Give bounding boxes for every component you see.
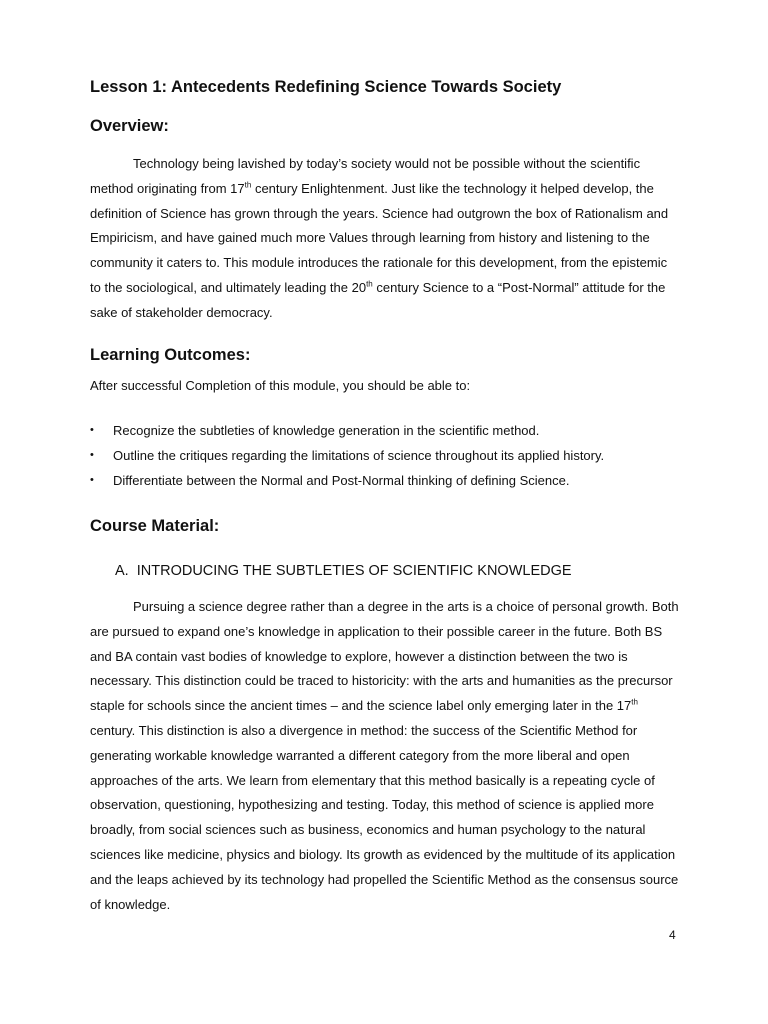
overview-paragraph [90,152,680,326]
bullet-icon: • [90,449,94,461]
bullet-icon: • [90,424,94,436]
page-number: 4 [669,928,676,942]
overview-text-part-1: Technology being lavished by today’s society would not be possible without the scientific method originating from 17 [90,156,641,196]
overview-heading: Overview: [90,117,169,135]
list-item-text: Recognize the subtleties of knowledge generation in the scientific method. [113,423,540,438]
list-item [90,468,604,493]
overview-superscript-2: th [366,279,373,289]
course-material-heading: Course Material: [90,517,220,535]
overview-superscript-1: th [244,180,252,190]
section-a-heading: A. INTRODUCING THE SUBTLETIES OF SCIENTIFIC KNOWLEDGE [115,563,572,579]
course-material-paragraph [90,595,680,917]
course-superscript-1: th [631,697,638,707]
overview-text-part-2: century Enlightenment. Just like the technology it helped develop, the definition of Science has grown through the years. Science had outgrown the box of Rationalism and Empiricism, and have gained much more Values through learning from history and listening to the community it caters to. This module introduces the rationale for this development, from the epistemic to the sociological, and ultimately leading the 20 [90,180,669,295]
learning-outcomes-intro: After successful Completion of this module, you should be able to: [90,378,471,393]
bullet-icon: • [90,474,94,486]
course-text-part-1: Pursuing a science degree rather than a degree in the arts is a choice of personal growth. Both are pursued to expand one’s knowledge in application to their possible career in the future. Both BS and BA contain vast bodies of knowledge to explore, however a distinction between the two is necessary. This distinction could be traced to historicity: with the arts and humanities as the precursor staple for schools since the ancient times – and the science label only emerging later in the 17 [90,599,679,714]
list-item [90,418,604,443]
lesson-title: Lesson 1: Antecedents Redefining Science Towards Society [90,78,562,96]
course-text-part-2: century. This distinction is also a divergence in method: the success of the Scientific Method for generating workable knowledge warranted a different category from the more liberal and open approaches of the arts. We learn from elementary that this method basically is a repeating cycle of observation, questioning, hypothesizing and testing. Today, this method of science is applied more broadly, from social sciences such as business, economics and human psychology to the natural sciences like medicine, physics and biology. Its growth as evidenced by the multitude of its application and the leaps achieved by its technology had propelled the Scientific Method as the consensus source of knowledge. [90,722,679,912]
learning-outcomes-heading: Learning Outcomes: [90,346,251,364]
overview-text-part-3: century Science to a “Post-Normal” attitude for the sake of stakeholder democracy. [90,279,666,320]
list-item-text: Outline the critiques regarding the limitations of science throughout its applied history. [113,448,605,463]
list-item-text: Differentiate between the Normal and Post-Normal thinking of defining Science. [113,473,570,488]
learning-outcomes-list [90,418,604,493]
list-item [90,443,604,468]
